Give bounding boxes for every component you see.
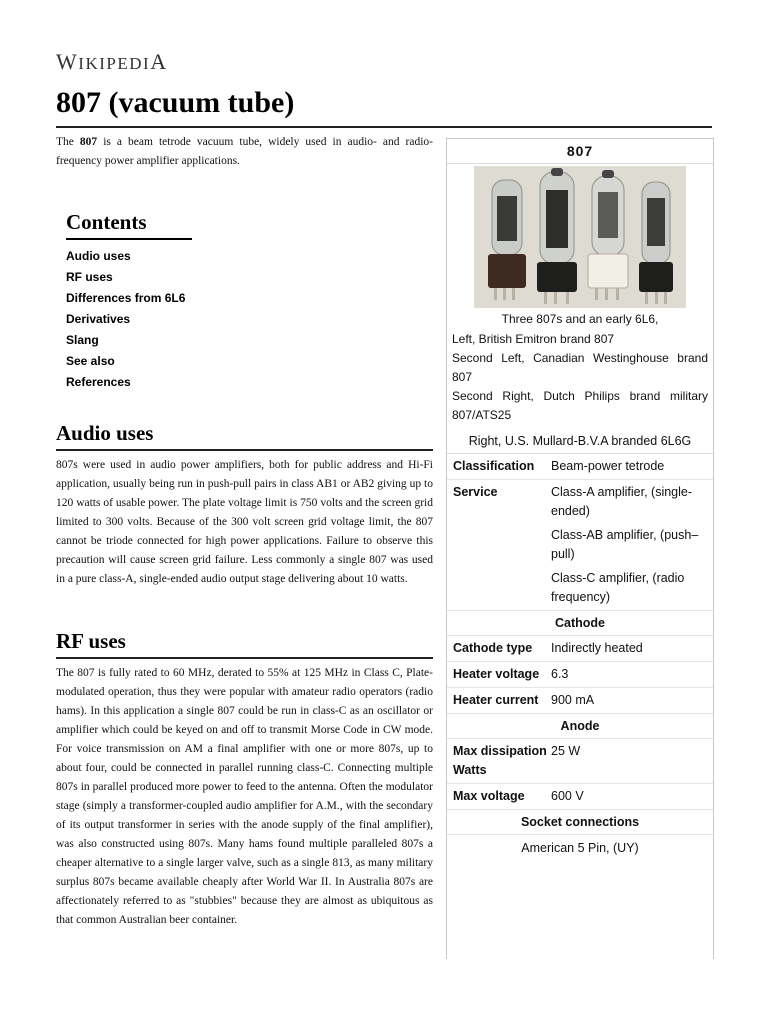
page-title: 807 (vacuum tube) [56,86,295,119]
row-label: Heater current [453,693,539,707]
infobox-row-max-voltage [447,784,713,810]
section-text-rf-uses: The 807 is fully rated to 60 MHz, derated to 55% at 125 MHz in Class C, Plate-modulated operation, thus they were popular with amateur radio operators (radio hams). In this application a single 807 could be run in class-C as an oscillator or amplifier which could be keyed on and off to transmit Morse Code in CW mode. For voice transmission on AM a final amplifier with one or more 807s, up to about four, could be connected in parallel running class-C. Connecting multiple 807s in parallel produced more power to feed to the antenna. Often the modulator stage (simply a transformer-coupled audio amplifier for A.M., with the secondary of its output transformer in series with the anode supply of the final amplifier), was also constructed using 807s. Many hams found multiple paralleled 807s a cheaper alternative to a single larger valve, such as a single 813, as many military surplus 807s became available cheaply after World War II. In Australia 807s are affectionately referred to as "stubbies" because they are almost as ubiquitous as that common Australian beer container. [56,667,433,926]
infobox [446,138,714,959]
infobox-row-heater-current [447,688,713,714]
infobox-row-heater-voltage [447,662,713,688]
tube-emitron-807 [488,180,526,300]
toc-item-slang[interactable]: Slang [66,333,99,347]
row-label: Max voltage [453,789,525,803]
row-label: Max dissipation Watts [453,744,547,777]
toc-item-see-also[interactable]: See also [66,354,115,368]
row-label: Service [453,485,498,499]
service-value-class-c: Class-C amplifier, (radio frequency) [551,571,685,604]
tube-westinghouse-807 [537,168,577,304]
toc-item-audio-uses[interactable]: Audio uses [66,249,131,263]
infobox-title: 807 [447,139,713,164]
service-value-class-ab: Class-AB amplifier, (push–pull) [551,528,699,561]
infobox-row-classification [447,454,713,480]
photo-caption: Three 807s and an early 6L6, [501,312,659,326]
section-heading-audio-uses: Audio uses [56,421,433,451]
caption-line-second-left: Second Left, Canadian Westinghouse brand 807 [452,351,708,384]
infobox-row-max-dissipation [447,739,713,784]
infobox-row-service [447,480,713,611]
intro-text-start: The [56,136,80,148]
infobox-section-anode: Anode [447,714,713,739]
tube-philips-807 [588,170,628,300]
intro-paragraph [56,133,433,171]
site-logo[interactable]: WIKIPEDIA [56,49,168,74]
row-value: 600 V [551,789,584,803]
infobox-row-cathode-type [447,636,713,662]
toc-item-differences[interactable]: Differences from 6L6 [66,291,186,305]
row-label: Classification [453,459,535,473]
row-value [551,483,708,607]
intro-text-rest: is a beam tetrode vacuum tube, widely used in audio- and radio-frequency power amplifier applications. [56,136,433,167]
caption-line-left: Left, British Emitron brand 807 [452,332,615,346]
intro-bold-term: 807 [79,136,98,148]
title-divider [56,126,712,128]
row-value: Beam-power tetrode [551,459,665,473]
infobox-section-socket: Socket connections [447,810,713,835]
service-value-class-a: Class-A amplifier, (single-ended) [551,485,693,518]
row-label: Heater voltage [453,667,540,681]
caption-line-second-right: Second Right, Dutch Philips brand military 807/ATS25 [452,389,708,422]
toc-item-derivatives[interactable]: Derivatives [66,312,131,326]
infobox-socket-value: American 5 Pin, (UY) [521,841,639,855]
tube-mullard-6l6g [639,182,673,304]
infobox-section-cathode: Cathode [447,611,713,636]
row-value: 900 mA [551,693,595,707]
row-value: Indirectly heated [551,641,643,655]
table-of-contents [66,210,192,393]
toc-item-references[interactable]: References [66,375,131,389]
toc-item-rf-uses[interactable]: RF uses [66,270,113,284]
row-value: 25 W [551,744,581,758]
row-label: Cathode type [453,641,533,655]
toc-title: Contents [66,210,192,240]
section-heading-rf-uses: RF uses [56,629,433,659]
section-text-audio-uses: 807s were used in audio power amplifiers, both for public address and Hi-Fi application, usually being run in push-pull pairs in class AB1 or AB2 giving up to 120 watts of usable power. The plate voltage limit is 750 volts and the screen grid limited to 300 volts. Because of the 300 volt screen grid voltage limit, the 807 cannot be triode connected for high power applications. Failure to observe this precaution will cause screen grid failure. Less commonly a single 807 was used in a pure class-A, single-ended audio output stage delivering about 10 watts. [56,459,433,585]
row-value: 6.3 [551,667,569,681]
vacuum-tubes-photo[interactable] [474,166,686,308]
caption-line-right: Right, U.S. Mullard-B.V.A branded 6L6G [447,431,713,454]
